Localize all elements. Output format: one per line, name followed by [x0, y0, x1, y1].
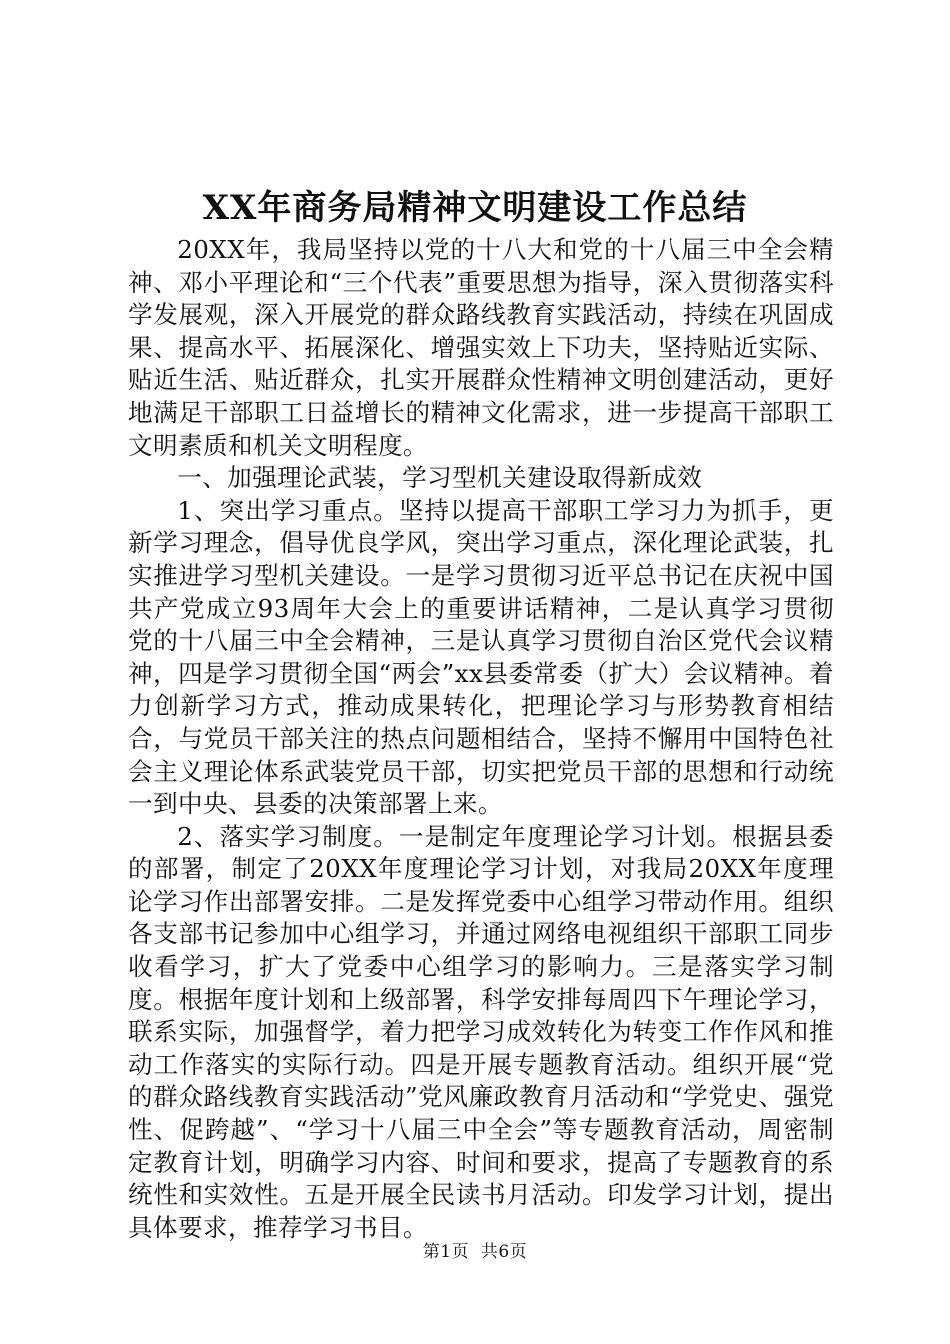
page-number-footer: 第1页 共6页 [422, 1242, 528, 1262]
intro-paragraph: 20XX年，我局坚持以党的十八大和党的十八届三中全会精神、邓小平理论和“三个代表”重要思想为指导，深入贯彻落实科学发展观，深入开展党的群众路线教育实践活动，持续在巩固成果、提高水平、拓展深化、增强实效上下功夫，坚持贴近实际、贴近生活、贴近群众，扎实开展群众性精神文明创建活动，更好地满足干部职工日益增长的精神文化需求，进一步提高干部职工文明素质和机关文明程度。 [128, 235, 834, 460]
item-two-paragraph: 2、落实学习制度。一是制定年度理论学习计划。根据县委的部署，制定了20XX年度理论学习计划，对我局20XX年度理论学习作出部署安排。二是发挥党委中心组学习带动作用。组织各支部书记参加中心组学习，并通过网络电视组织干部职工同步收看学习，扩大了党委中心组学习的影响力。三是落实学习制度。根据年度计划和上级部署，科学安排每周四下午理论学习，联系实际，加强督学，着力把学习成效转化为转变工作作风和推动工作落实的实际行动。四是开展专题教育活动。组织开展“党的群众路线教育实践活动”党风廉政教育月活动和“学党史、强党性、促跨越”、“学习十八届三中全会”等专题教育活动，周密制定教育计划，明确学习内容、时间和要求，提高了专题教育的系统性和实效性。五是开展全民读书月活动。印发学习计划，提出具体要求，推荐学习书目。 [128, 821, 834, 1242]
document-title: XX年商务局精神文明建设工作总结 [202, 188, 748, 228]
document-body [128, 234, 834, 1244]
item-one-paragraph: 1、突出学习重点。坚持以提高干部职工学习力为抓手，更新学习理念，倡导优良学风，突出学习重点，深化理论武装，扎实推进学习型机关建设。一是学习贯彻习近平总书记在庆祝中国共产党成立93周年大会上的重要讲话精神，二是认真学习贯彻党的十八届三中全会精神，三是认真学习贯彻自治区党代会议精神，四是学习贯彻全国“两会”xx县委常委（扩大）会议精神。着力创新学习方式，推动成果转化，把理论学习与形势教育相结合，与党员干部关注的热点问题相结合，坚持不懈用中国特色社会主义理论体系武装党员干部，切实把党员干部的思想和行动统一到中央、县委的决策部署上来。 [128, 495, 834, 819]
section-one-heading: 一、加强理论武装，学习型机关建设取得新成效 [177, 463, 703, 493]
